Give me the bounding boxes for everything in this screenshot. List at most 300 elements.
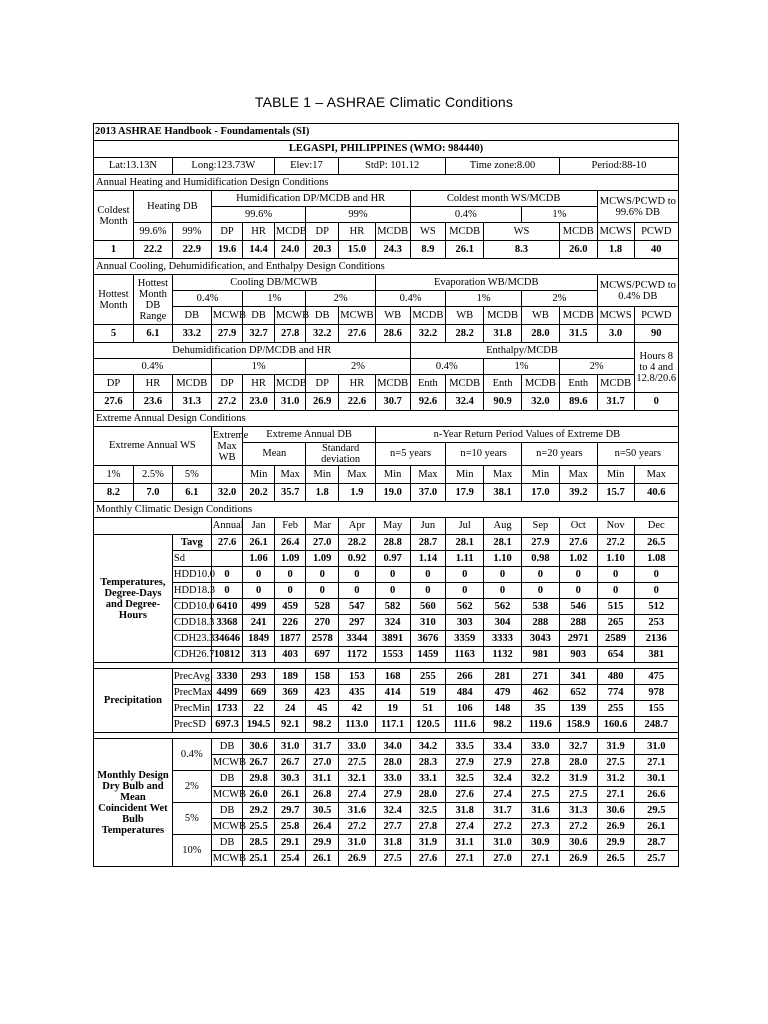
table-cell: 480: [597, 669, 634, 685]
table-cell: 25.7: [634, 851, 678, 867]
table-cell: 253: [634, 615, 678, 631]
table-cell: 26.1: [306, 851, 339, 867]
table-cell: 26.0: [243, 787, 275, 803]
table-cell: 1132: [484, 647, 522, 663]
table-cell: 515: [597, 599, 634, 615]
table-cell: 98.2: [306, 717, 339, 733]
table-cell: 89.6: [559, 393, 597, 411]
table-cell: 32.4: [375, 803, 410, 819]
table-cell: 29.5: [634, 803, 678, 819]
table-cell: 562: [446, 599, 484, 615]
table-cell: CDD10.0: [172, 599, 211, 615]
table-row: [94, 615, 679, 631]
table-cell: 27.9: [211, 325, 243, 343]
table-cell: 27.5: [339, 755, 376, 771]
table-cell: Extreme Annual DB: [243, 427, 376, 443]
table-cell: 281: [484, 669, 522, 685]
table-cell: Tavg: [172, 535, 211, 551]
table-cell: Min: [243, 466, 275, 484]
table-cell: n-Year Return Period Values of Extreme DB: [375, 427, 678, 443]
table-cell: 99%: [306, 207, 410, 223]
table-cell: PrecSD: [172, 717, 211, 733]
table-cell: 0.4%: [375, 291, 445, 307]
table-cell: 27.6: [559, 535, 597, 551]
table-cell: 30.9: [521, 835, 559, 851]
table-cell: 3368: [211, 615, 243, 631]
table-cell: 27.2: [339, 819, 376, 835]
table-row: [94, 567, 679, 583]
table-cell: 27.0: [306, 535, 339, 551]
table-cell: 0: [484, 567, 522, 583]
table-cell: 538: [521, 599, 559, 615]
table-cell: 35.7: [274, 484, 306, 502]
table-cell: HR: [133, 375, 172, 393]
table-cell: Extreme Max WB: [211, 427, 243, 466]
table-cell: 28.0: [559, 755, 597, 771]
table-cell: 27.8: [274, 325, 306, 343]
table-cell: MCDB: [559, 307, 597, 325]
table-cell: Sep: [521, 518, 559, 535]
table-cell: 26.5: [597, 851, 634, 867]
table-cell: 0: [446, 567, 484, 583]
table-cell: 27.2: [559, 819, 597, 835]
table-cell: HDD10.0: [172, 567, 211, 583]
table-cell: 31.1: [446, 835, 484, 851]
table-cell: 28.5: [243, 835, 275, 851]
table-cell: Coldest Month: [94, 191, 134, 241]
table-cell: 0: [446, 583, 484, 599]
table-cell: MCDB: [484, 307, 522, 325]
long: Long:123.73W: [172, 158, 274, 175]
table-cell: 26.9: [559, 851, 597, 867]
table-cell: 8.9: [410, 241, 446, 259]
table-cell: 31.0: [634, 739, 678, 755]
table-cell: MCDB: [172, 375, 211, 393]
table-cell: 3891: [375, 631, 410, 647]
table-cell: 0.4%: [172, 739, 211, 771]
table-cell: 19: [375, 701, 410, 717]
table-cell: Enth: [410, 375, 446, 393]
table-cell: 1.8: [597, 241, 634, 259]
table-cell: 27.1: [634, 755, 678, 771]
table-cell: 24.0: [274, 241, 306, 259]
table-cell: 1.02: [559, 551, 597, 567]
table-cell: 33.4: [484, 739, 522, 755]
climatic-table: [93, 123, 679, 867]
table-cell: 120.5: [410, 717, 446, 733]
table-cell: 423: [306, 685, 339, 701]
table-cell: 160.6: [597, 717, 634, 733]
table-cell: 90: [634, 325, 678, 343]
table-cell: 38.1: [484, 484, 522, 502]
table-cell: 31.9: [410, 835, 446, 851]
table-cell: 5: [94, 325, 134, 343]
table-row: [94, 175, 679, 191]
table-cell: Min: [521, 466, 559, 484]
table-cell: Aug: [484, 518, 522, 535]
table-cell: 26.1: [274, 787, 306, 803]
table-cell: Humidification DP/MCDB and HR: [211, 191, 410, 207]
table-cell: 28.7: [410, 535, 446, 551]
table-cell: 30.6: [243, 739, 275, 755]
table-cell: 27.2: [484, 819, 522, 835]
table-cell: 1.14: [410, 551, 446, 567]
table-cell: 32.1: [339, 771, 376, 787]
table-cell: 28.2: [339, 535, 376, 551]
table-cell: 27.2: [211, 393, 243, 411]
table-cell: 35: [521, 701, 559, 717]
table-cell: 3043: [521, 631, 559, 647]
table-cell: Oct: [559, 518, 597, 535]
table-cell: 293: [243, 669, 275, 685]
table-cell: 30.5: [306, 803, 339, 819]
table-cell: 1163: [446, 647, 484, 663]
table-row: [94, 275, 679, 291]
table-cell: 1: [94, 241, 134, 259]
table-cell: 0.98: [521, 551, 559, 567]
table-cell: 313: [243, 647, 275, 663]
table-cell: 265: [597, 615, 634, 631]
table-cell: 26.5: [634, 535, 678, 551]
table-cell: 1%: [94, 466, 134, 484]
table-cell: 512: [634, 599, 678, 615]
table-cell: 92.1: [274, 717, 306, 733]
table-row: [94, 259, 679, 275]
source-label: 2013 ASHRAE Handbook - Foundamentals (SI): [94, 124, 679, 141]
table-row: [94, 631, 679, 647]
table-row: [94, 599, 679, 615]
table-cell: 27.6: [94, 393, 134, 411]
table-cell: 31.3: [172, 393, 211, 411]
table-cell: Dehumidification DP/MCDB and HR: [94, 343, 411, 359]
table-cell: 5%: [172, 466, 211, 484]
table-cell: DB: [306, 307, 339, 325]
table-cell: 255: [410, 669, 446, 685]
table-cell: 654: [597, 647, 634, 663]
table-cell: PCWD: [634, 307, 678, 325]
table-row: [94, 466, 679, 484]
table-cell: 0: [306, 583, 339, 599]
table-cell: 117.1: [375, 717, 410, 733]
table-cell: 560: [410, 599, 446, 615]
table-cell: 4499: [211, 685, 243, 701]
table-cell: MCWS/PCWD to 99.6% DB: [597, 191, 678, 223]
table-cell: 0: [243, 583, 275, 599]
table-cell: HR: [243, 375, 275, 393]
table-cell: 1.8: [306, 484, 339, 502]
table-cell: 31.6: [521, 803, 559, 819]
table-cell: 90.9: [484, 393, 522, 411]
table-cell: 2578: [306, 631, 339, 647]
table-cell: MCDB: [274, 375, 306, 393]
table-cell: 25.8: [274, 819, 306, 835]
table-row: [94, 701, 679, 717]
table-cell: 0: [274, 583, 306, 599]
table-row: [94, 359, 679, 375]
table-cell: MCWS/PCWD to 0.4% DB: [597, 275, 678, 307]
table-cell: 0: [243, 567, 275, 583]
table-cell: 99.6%: [211, 207, 306, 223]
table-cell: HDD18.3: [172, 583, 211, 599]
table-cell: 189: [274, 669, 306, 685]
table-cell: 6.1: [172, 484, 211, 502]
table-cell: 27.0: [306, 755, 339, 771]
table-cell: 0: [339, 583, 376, 599]
table-cell: 32.7: [559, 739, 597, 755]
table-cell: 19.6: [211, 241, 243, 259]
table-cell: Apr: [339, 518, 376, 535]
table-cell: MCDB: [375, 375, 410, 393]
table-cell: 15.7: [597, 484, 634, 502]
table-cell: 28.8: [375, 535, 410, 551]
table-cell: 3344: [339, 631, 376, 647]
table-cell: Min: [375, 466, 410, 484]
table-row: [94, 427, 679, 443]
table-cell: 28.7: [634, 835, 678, 851]
table-cell: 1849: [243, 631, 275, 647]
table-cell: 2%: [559, 359, 634, 375]
section-heading: Extreme Annual Design Conditions: [94, 411, 679, 427]
table-cell: DB: [211, 803, 243, 819]
table-cell: 0: [559, 567, 597, 583]
table-cell: 31.0: [274, 393, 306, 411]
group-label: Temperatures, Degree-Days and Degree-Hours: [94, 535, 173, 663]
table-cell: Dec: [634, 518, 678, 535]
table-row: [94, 803, 679, 819]
table-cell: 0: [597, 567, 634, 583]
table-cell: 0: [634, 567, 678, 583]
table-row: [94, 484, 679, 502]
table-cell: 31.7: [306, 739, 339, 755]
table-cell: 288: [559, 615, 597, 631]
table-cell: 28.0: [410, 787, 446, 803]
table-cell: 582: [375, 599, 410, 615]
table-cell: 27.9: [375, 787, 410, 803]
table-cell: 0: [521, 567, 559, 583]
table-cell: 24: [274, 701, 306, 717]
table-cell: 37.0: [410, 484, 446, 502]
table-cell: HR: [339, 375, 376, 393]
table-cell: 158.9: [559, 717, 597, 733]
table-cell: 22.9: [172, 241, 211, 259]
table-cell: Jul: [446, 518, 484, 535]
table-cell: Mar: [306, 518, 339, 535]
table-cell: 32.2: [521, 771, 559, 787]
table-cell: 562: [484, 599, 522, 615]
table-cell: 248.7: [634, 717, 678, 733]
table-cell: 1%: [243, 291, 306, 307]
table-cell: Mean: [243, 443, 306, 466]
table-cell: 1459: [410, 647, 446, 663]
table-cell: 168: [375, 669, 410, 685]
table-cell: 29.1: [274, 835, 306, 851]
table-cell: 27.2: [597, 535, 634, 551]
table-cell: MCDB: [521, 375, 559, 393]
table-cell: Hours 8 to 4 and 12.8/20.6: [634, 343, 678, 393]
table-cell: Hottest Month DB Range: [133, 275, 172, 325]
table-cell: 1.11: [446, 551, 484, 567]
table-cell: n=50 years: [597, 443, 678, 466]
table-cell: MCWB: [274, 307, 306, 325]
table-cell: Feb: [274, 518, 306, 535]
table-cell: 519: [410, 685, 446, 701]
table-cell: 29.8: [243, 771, 275, 787]
table-cell: MCWS: [597, 307, 634, 325]
table-cell: 324: [375, 615, 410, 631]
table-row: [94, 375, 679, 393]
table-cell: 6410: [211, 599, 243, 615]
table-cell: 26.7: [274, 755, 306, 771]
table-cell: 32.0: [211, 484, 243, 502]
table-cell: 0: [410, 567, 446, 583]
table-cell: 20.2: [243, 484, 275, 502]
table-cell: 27.5: [521, 787, 559, 803]
section-heading: Monthly Climatic Design Conditions: [94, 502, 679, 518]
table-cell: 459: [274, 599, 306, 615]
table-cell: PrecAvg: [172, 669, 211, 685]
table-cell: 0.4%: [172, 291, 242, 307]
table-cell: 499: [243, 599, 275, 615]
table-cell: 2%: [306, 359, 410, 375]
table-cell: 0: [306, 567, 339, 583]
table-cell: 652: [559, 685, 597, 701]
table-cell: 27.6: [410, 851, 446, 867]
table-cell: 106: [446, 701, 484, 717]
table-cell: 774: [597, 685, 634, 701]
table-cell: 32.5: [410, 803, 446, 819]
table-cell: 42: [339, 701, 376, 717]
table-cell: 153: [339, 669, 376, 685]
table-cell: 28.0: [375, 755, 410, 771]
table-cell: 14.4: [243, 241, 275, 259]
table-cell: 414: [375, 685, 410, 701]
elev: Elev:17: [274, 158, 338, 175]
table-cell: 33.0: [339, 739, 376, 755]
table-cell: 31.0: [274, 739, 306, 755]
table-cell: 25.4: [274, 851, 306, 867]
table-cell: DB: [211, 739, 243, 755]
table-cell: 32.2: [410, 325, 446, 343]
table-cell: MCWB: [211, 307, 243, 325]
table-cell: Enth: [559, 375, 597, 393]
table-cell: MCWS: [597, 223, 634, 241]
table-cell: [211, 466, 243, 484]
table-cell: 27.8: [410, 819, 446, 835]
table-cell: 1.9: [339, 484, 376, 502]
table-cell: 0: [634, 393, 678, 411]
table-cell: 1553: [375, 647, 410, 663]
table-cell: 28.2: [446, 325, 484, 343]
table-cell: 51: [410, 701, 446, 717]
table-cell: 27.0: [484, 851, 522, 867]
table-cell: 32.5: [446, 771, 484, 787]
table-cell: DP: [211, 375, 243, 393]
table-cell: 15.0: [339, 241, 376, 259]
table-cell: 0: [484, 583, 522, 599]
group-label: Precipitation: [94, 669, 173, 733]
period: Period:88-10: [559, 158, 678, 175]
table-cell: MCWB: [211, 755, 243, 771]
table-cell: 31.0: [339, 835, 376, 851]
table-cell: DP: [306, 223, 339, 241]
table-row: [94, 124, 679, 141]
table-cell: 19.0: [375, 484, 410, 502]
table-cell: 0: [211, 583, 243, 599]
table-cell: 32.4: [484, 771, 522, 787]
section-heading: Annual Heating and Humidification Design Conditions: [94, 175, 679, 191]
lat: Lat:13.13N: [94, 158, 173, 175]
table-cell: 1%: [211, 359, 306, 375]
table-cell: 26.9: [597, 819, 634, 835]
table-cell: Max: [559, 466, 597, 484]
table-cell: 5%: [172, 803, 211, 835]
table-cell: 29.9: [597, 835, 634, 851]
table-cell: PrecMax: [172, 685, 211, 701]
table-cell: 1.09: [274, 551, 306, 567]
table-cell: 10%: [172, 835, 211, 867]
table-cell: 26.9: [339, 851, 376, 867]
table-cell: 31.2: [597, 771, 634, 787]
table-cell: 92.6: [410, 393, 446, 411]
table-cell: 155: [634, 701, 678, 717]
table-row: [94, 669, 679, 685]
table-cell: 33.1: [410, 771, 446, 787]
table-cell: 266: [446, 669, 484, 685]
table-cell: 978: [634, 685, 678, 701]
table-cell: Sd: [172, 551, 211, 567]
table-cell: Hottest Month: [94, 275, 134, 325]
table-cell: 2%: [172, 771, 211, 803]
page-title: TABLE 1 – ASHRAE Climatic Conditions: [254, 94, 514, 110]
table-cell: 7.0: [133, 484, 172, 502]
table-cell: 31.8: [446, 803, 484, 819]
table-cell: 26.4: [306, 819, 339, 835]
table-cell: MCDB: [597, 375, 634, 393]
table-cell: Max: [634, 466, 678, 484]
table-cell: 255: [597, 701, 634, 717]
table-cell: 34.2: [410, 739, 446, 755]
table-cell: 981: [521, 647, 559, 663]
table-cell: 0.92: [339, 551, 376, 567]
table-cell: Min: [446, 466, 484, 484]
table-cell: 27.5: [375, 851, 410, 867]
table-row: [94, 583, 679, 599]
table-cell: 148: [484, 701, 522, 717]
table-cell: 10812: [211, 647, 243, 663]
table-cell: 26.1: [446, 241, 484, 259]
table-cell: 32.0: [521, 393, 559, 411]
table-row: [94, 717, 679, 733]
table-cell: 27.6: [211, 535, 243, 551]
table-cell: 27.4: [484, 787, 522, 803]
table-cell: HR: [243, 223, 275, 241]
table-row: [94, 241, 679, 259]
table-cell: Jan: [243, 518, 275, 535]
table-cell: MCDB: [274, 223, 306, 241]
table-cell: 32.7: [243, 325, 275, 343]
table-cell: DP: [211, 223, 243, 241]
table-cell: 3333: [484, 631, 522, 647]
table-cell: 27.8: [521, 755, 559, 771]
table-cell: 31.0: [484, 835, 522, 851]
table-cell: 27.6: [339, 325, 376, 343]
table-cell: 0: [375, 567, 410, 583]
table-cell: 271: [521, 669, 559, 685]
table-cell: 22: [243, 701, 275, 717]
table-cell: n=20 years: [521, 443, 597, 466]
table-cell: DP: [94, 375, 134, 393]
table-cell: DB: [172, 307, 211, 325]
